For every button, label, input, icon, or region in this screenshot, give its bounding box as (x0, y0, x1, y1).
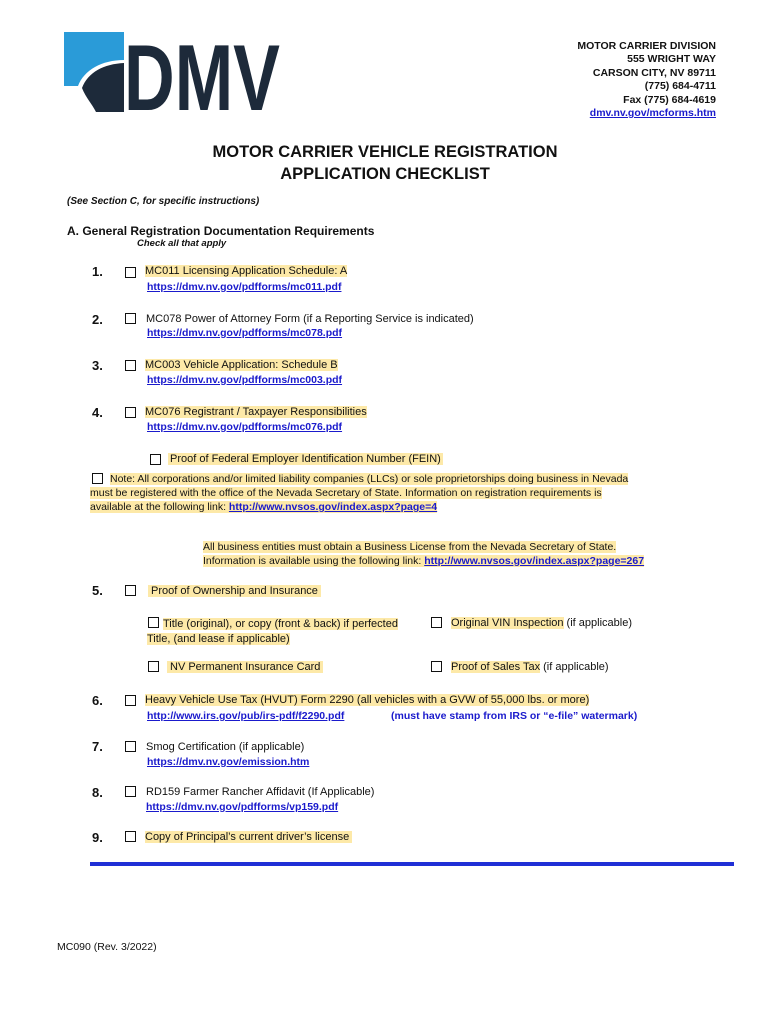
section-subheading: Check all that apply (137, 238, 227, 249)
item-number: 3. (92, 358, 103, 373)
vin-label[interactable]: Original VIN Inspection (if applicable) (451, 617, 632, 629)
item-label[interactable]: MC076 Registrant / Taxpayer Responsibilities (145, 406, 367, 418)
insurance-label[interactable]: NV Permanent Insurance Card (167, 661, 323, 673)
item-number: 9. (92, 830, 103, 845)
checkbox[interactable] (125, 267, 136, 278)
sales-tax-label[interactable]: Proof of Sales Tax (if applicable) (451, 661, 609, 673)
instructions-note: (See Section C, for specific instructions) (67, 196, 260, 207)
fein-label[interactable]: Proof of Federal Employer Identification Number (FEIN) (170, 453, 441, 465)
form-link[interactable]: https://dmv.nv.gov/pdfforms/mc076.pdf (147, 421, 343, 433)
checkbox[interactable] (431, 617, 442, 628)
title-copy-label[interactable]: Title (original), or copy (front & back) if perfected Title, (and lease if applicable) (147, 618, 398, 645)
section-heading: A. General Registration Documentation Requirements (67, 224, 375, 238)
item-number: 5. (92, 583, 103, 598)
website-link[interactable]: dmv.nv.gov/mcforms.htm (589, 107, 716, 120)
form-link[interactable]: https://dmv.nv.gov/pdfforms/mc011.pdf (147, 281, 342, 293)
form-link[interactable]: https://dmv.nv.gov/pdfforms/mc003.pdf (147, 374, 343, 386)
checkbox[interactable] (125, 313, 136, 324)
nvsos-link[interactable]: http://www.nvsos.gov/index.aspx?page=4 (228, 501, 438, 513)
checkbox[interactable] (150, 454, 161, 465)
address-line: 555 WRIGHT WAY (627, 53, 716, 66)
checkbox[interactable] (125, 786, 136, 797)
checkbox[interactable] (125, 585, 136, 596)
checkbox[interactable] (125, 407, 136, 418)
item-label[interactable]: MC003 Vehicle Application: Schedule B (145, 359, 338, 371)
divider-rule (90, 862, 734, 866)
address-block (577, 40, 716, 120)
item-label[interactable]: Copy of Principal’s current driver’s license (145, 831, 352, 843)
form-link[interactable]: https://dmv.nv.gov/emission.htm (147, 756, 310, 768)
nvsos-license-link[interactable]: http://www.nvsos.gov/index.aspx?page=267 (424, 555, 645, 567)
checkbox[interactable] (148, 661, 159, 672)
checkbox[interactable] (125, 360, 136, 371)
dmv-logo (62, 25, 282, 130)
item-number: 7. (92, 739, 103, 754)
checkbox[interactable] (125, 741, 136, 752)
item-label[interactable]: MC011 Licensing Application Schedule: A (145, 265, 348, 277)
item-number: 2. (92, 312, 103, 327)
svg-text:DMV: DMV (124, 25, 281, 130)
note-paragraph: Note: All corporations and/or limited liability companies (LLCs) or sole proprietorships doing business in Nevada must be registered with the office of the Nevada Secretary of State. Information on registration requirements is available at the following link: http://www.nvsos.gov/index.aspx?page=4 (90, 473, 629, 513)
form-revision: MC090 (Rev. 3/2022) (57, 941, 157, 953)
checkbox[interactable] (431, 661, 442, 672)
address-line: MOTOR CARRIER DIVISION (577, 40, 716, 52)
item-number: 8. (92, 785, 103, 800)
form-link[interactable]: http://www.irs.gov/pub/irs-pdf/f2290.pdf (147, 710, 345, 722)
item-label: Smog Certification (if applicable) (146, 741, 305, 753)
item-label[interactable]: Proof of Ownership and Insurance (148, 585, 321, 597)
address-line: CARSON CITY, NV 89711 (592, 66, 716, 79)
item-number: 4. (92, 405, 103, 420)
phone: (775) 684-4711 (644, 80, 716, 93)
item-number: 1. (92, 264, 103, 279)
form-link[interactable]: https://dmv.nv.gov/pdfforms/mc078.pdf (147, 327, 343, 339)
checkbox[interactable] (125, 695, 136, 706)
form-link[interactable]: https://dmv.nv.gov/pdfforms/vp159.pdf (146, 801, 339, 813)
fax: Fax (775) 684-4619 (623, 93, 716, 106)
item-number: 6. (92, 693, 103, 708)
item-label[interactable]: Heavy Vehicle Use Tax (HVUT) Form 2290 (all vehicles with a GVW of 55,000 lbs. or more) (145, 694, 590, 706)
checkbox[interactable] (125, 831, 136, 842)
business-license-paragraph: All business entities must obtain a Business License from the Nevada Secretary of State. Information is available using the following link: http://www.nvsos.gov/index.aspx?page=267 (203, 541, 645, 567)
item-label: MC078 Power of Attorney Form (if a Reporting Service is indicated) (146, 313, 474, 325)
item-label: RD159 Farmer Rancher Affidavit (If Applicable) (146, 786, 375, 798)
page-title: MOTOR CARRIER VEHICLE REGISTRATION APPLICATION CHECKLIST (212, 143, 558, 183)
stamp-note: (must have stamp from IRS or “e-file” watermark) (391, 710, 638, 722)
